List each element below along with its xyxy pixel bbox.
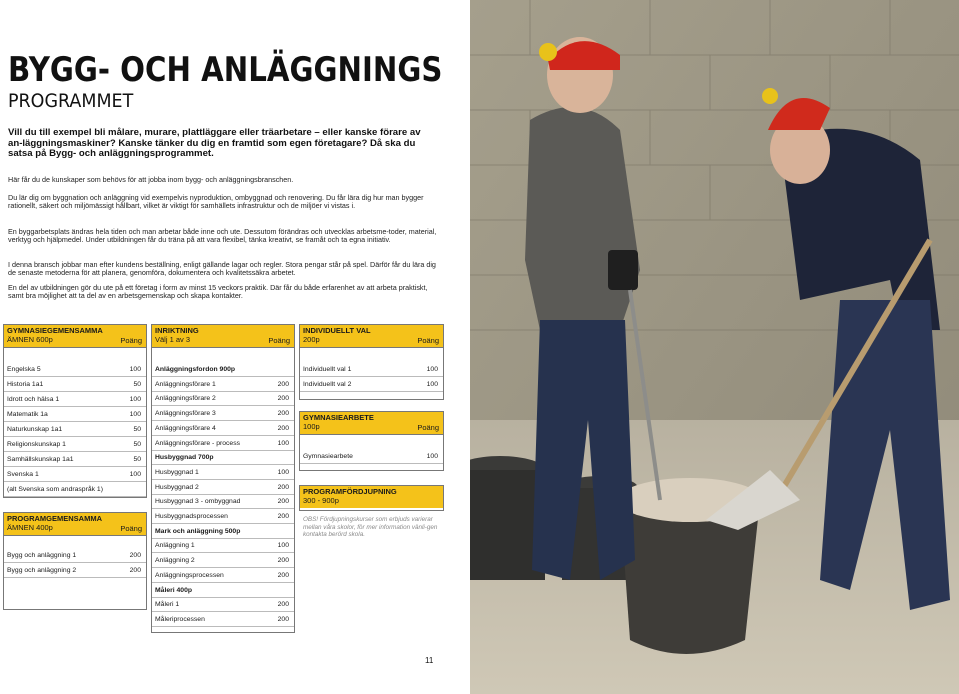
row-divider	[152, 567, 294, 568]
row-divider	[4, 436, 146, 437]
course-name: Anläggningsfordon 900p	[155, 366, 236, 373]
course-points: 100	[426, 453, 438, 460]
course-points: 200	[277, 498, 289, 506]
row-divider	[152, 405, 294, 406]
course-row	[7, 410, 141, 419]
course-points: 100	[129, 471, 141, 478]
course-row	[155, 571, 289, 580]
course-name: Naturkunskap 1a1	[7, 426, 63, 433]
row-divider	[4, 451, 146, 452]
paragraph-4: I denna bransch jobbar man efter kundens beställning, enligt gällande lagar och regler. Stora pengar står på spel. Därför får du lära dig de senaste metoderna för att planera, genomföra, dokumentera och kvalitetssäkra arbetet.	[8, 260, 436, 278]
course-name: Anläggningsförare 3	[155, 410, 216, 418]
course-points: 200	[277, 571, 289, 579]
course-name: Husbyggnad 1	[155, 468, 199, 476]
page-subtitle: PROGRAMMET	[8, 90, 134, 112]
course-row	[155, 615, 289, 624]
course-name: Husbyggnad 700p	[155, 454, 214, 462]
course-row	[7, 485, 141, 494]
course-name: Husbyggnad 2	[155, 483, 199, 491]
row-divider	[152, 611, 294, 612]
course-points: 50	[133, 456, 141, 463]
row-divider	[152, 464, 294, 465]
course-name: Anläggningsförare 1	[155, 380, 216, 388]
obs-note: OBS! Fördjupningskurser som erbjuds varierar mellan våra skolor, för mer information vänli-gen kontakta berörd skola.	[303, 516, 438, 538]
box-subheading: 100p	[303, 422, 320, 431]
course-row	[7, 551, 141, 560]
row-divider	[300, 391, 443, 392]
row-divider	[152, 523, 294, 524]
course-row	[7, 395, 141, 404]
row-divider	[4, 562, 146, 563]
course-name: Individuellt val 2	[303, 381, 352, 388]
course-row	[7, 425, 141, 434]
course-name: Idrott och hälsa 1	[7, 396, 60, 403]
course-name: Individuellt val 1	[303, 366, 352, 373]
photo-workers-mixing-mortar	[470, 0, 959, 694]
course-row	[7, 440, 141, 449]
box-poang-label: Poäng	[417, 336, 439, 345]
programfordjupning-box	[299, 485, 444, 511]
course-row	[155, 512, 289, 521]
course-name: Anläggningsförare 2	[155, 395, 216, 403]
row-divider	[152, 450, 294, 451]
course-points: 50	[133, 426, 141, 433]
course-name: Bygg och anläggning 1	[7, 552, 77, 559]
box-subheading: Välj 1 av 3	[155, 335, 191, 344]
course-row	[155, 483, 289, 492]
course-points: 100	[426, 381, 438, 388]
individuellt-val-box	[299, 324, 444, 400]
inriktning-box	[151, 324, 295, 633]
course-row	[155, 380, 289, 389]
course-points: 100	[277, 439, 289, 447]
course-name: Samhällskunskap 1a1	[7, 456, 74, 463]
box-subheading: ÄMNEN 400p	[7, 523, 53, 532]
paragraph-5: En del av utbildningen gör du ute på ett företag i form av minst 15 veckors praktik. Där får du både erfarenhet av att arbeta praktiskt, samt bra möjlighet att ta del av en arbetsgemenskap och skapa kontakter.	[8, 283, 428, 301]
row-divider	[152, 494, 294, 495]
course-row	[155, 394, 289, 403]
course-points: 200	[277, 410, 289, 418]
row-divider	[152, 552, 294, 553]
course-row	[155, 453, 289, 462]
course-points: 50	[133, 381, 141, 388]
box-header	[152, 325, 294, 348]
course-points: 100	[129, 396, 141, 403]
box-heading: PROGRAMGEMENSAMMA	[7, 514, 102, 523]
box-poang-label: Poäng	[417, 423, 439, 432]
row-divider	[300, 463, 443, 464]
course-row	[7, 380, 141, 389]
box-header	[300, 486, 443, 508]
course-row	[155, 365, 289, 374]
course-row	[155, 600, 289, 609]
course-name: Husbyggnadsprocessen	[155, 513, 228, 520]
course-points: 200	[277, 615, 289, 623]
row-divider	[152, 626, 294, 627]
course-row	[155, 497, 289, 506]
course-points: 100	[426, 366, 438, 373]
course-points: 200	[277, 380, 289, 388]
course-row	[7, 365, 141, 374]
box-header	[4, 325, 146, 348]
course-points: 50	[133, 441, 141, 448]
row-divider	[4, 496, 146, 497]
course-name: (alt Svenska som andraspråk 1)	[7, 486, 103, 493]
box-poang-label: Poäng	[268, 336, 290, 345]
row-divider	[152, 420, 294, 421]
course-name: Mark och anläggning 500p	[155, 527, 241, 535]
box-header	[4, 513, 146, 536]
paragraph-2: Du lär dig om byggnation och anläggning vid exempelvis nyproduktion, ombyggnad och renovering. Du får lära dig hur man bygger rationellt, säkert och miljömässigt hållbart, vilket är viktigt för samhällets infrastruktur och de miljöer vi vistas i.	[8, 193, 424, 211]
course-points: 100	[129, 411, 141, 418]
course-name: Anläggningsförare - process	[155, 439, 241, 447]
course-row	[155, 424, 289, 433]
box-poang-label: Poäng	[120, 336, 142, 345]
course-row	[303, 452, 438, 461]
course-row	[303, 365, 438, 374]
course-name: Engelska 5	[7, 366, 41, 373]
lead-paragraph: Vill du till exempel bli målare, murare, plattläggare eller träarbetare – eller kanske förare av an-läggningsmaskiner? Kanske tänker du dig en framtid som egen företagare? Då ska du satsa på Bygg- och anläggningsprogrammet.	[8, 127, 421, 160]
course-points: 200	[129, 567, 141, 574]
row-divider	[152, 582, 294, 583]
course-name: Anläggning 2	[155, 557, 195, 565]
course-name: Matematik 1a	[7, 411, 48, 418]
box-header	[300, 412, 443, 435]
row-divider	[152, 435, 294, 436]
row-divider	[300, 376, 443, 377]
course-row	[303, 380, 438, 389]
row-divider	[4, 391, 146, 392]
row-divider	[152, 479, 294, 480]
box-subheading: 200p	[303, 335, 320, 344]
course-row	[155, 439, 289, 448]
course-name: Måleri 400p	[155, 586, 193, 594]
course-row	[155, 527, 289, 536]
course-name: Anläggning 1	[155, 542, 195, 550]
course-row	[155, 586, 289, 595]
course-points: 200	[129, 552, 141, 559]
course-row	[7, 455, 141, 464]
course-points: 100	[277, 542, 289, 550]
box-heading: PROGRAMFÖRDJUPNING	[303, 487, 397, 496]
course-row	[155, 541, 289, 550]
row-divider	[4, 421, 146, 422]
box-heading: GYMNASIEGEMENSAMMA	[7, 326, 103, 335]
gymnasiegemensamma-box	[3, 324, 147, 498]
course-row	[155, 409, 289, 418]
course-points: 200	[277, 557, 289, 565]
course-name: Svenska 1	[7, 471, 39, 478]
row-divider	[4, 406, 146, 407]
brochure-page	[0, 0, 470, 694]
course-points: 200	[277, 483, 289, 491]
box-poang-label: Poäng	[120, 524, 142, 533]
course-points: 200	[277, 395, 289, 403]
box-heading: INRIKTNING	[155, 326, 199, 335]
box-subheading: ÄMNEN 600p	[7, 335, 53, 344]
page-title: BYGG- OCH ANLÄGGNINGS	[8, 50, 443, 90]
page-number: 11	[425, 656, 434, 665]
course-row	[7, 470, 141, 479]
course-name: Anläggningsprocessen	[155, 571, 224, 579]
course-row	[155, 556, 289, 565]
gymnasiearbete-box	[299, 411, 444, 471]
workers-photo-illustration	[470, 0, 959, 694]
row-divider	[152, 391, 294, 392]
row-divider	[4, 481, 146, 482]
course-name: Gymnasiearbete	[303, 453, 353, 460]
row-divider	[152, 597, 294, 598]
row-divider	[152, 538, 294, 539]
box-subheading: 300 - 900p	[303, 496, 339, 505]
course-name: Måleriprocessen	[155, 615, 205, 623]
course-points: 100	[129, 366, 141, 373]
course-name: Bygg och anläggning 2	[7, 567, 77, 574]
course-row	[155, 468, 289, 477]
row-divider	[152, 508, 294, 509]
course-points: 200	[277, 601, 289, 609]
row-divider	[4, 577, 146, 578]
course-name: Måleri 1	[155, 601, 180, 609]
course-name: Historia 1a1	[7, 381, 44, 388]
row-divider	[4, 376, 146, 377]
course-points: 100	[277, 468, 289, 476]
course-name: Religionskunskap 1	[7, 441, 66, 448]
paragraph-1: Här får du de kunskaper som behövs för att jobba inom bygg- och anläggningsbranschen.	[8, 175, 294, 184]
box-header	[300, 325, 443, 348]
drill-mixer	[608, 250, 638, 290]
box-heading: INDIVIDUELLT VAL	[303, 326, 371, 335]
course-name: Husbyggnad 3 - ombyggnad	[155, 498, 241, 506]
course-points: 200	[277, 424, 289, 432]
row-divider	[152, 376, 294, 377]
course-points: 200	[277, 513, 289, 520]
course-row	[7, 566, 141, 575]
course-name: Anläggningsförare 4	[155, 424, 216, 432]
programgemensamma-box	[3, 512, 147, 610]
row-divider	[4, 466, 146, 467]
box-heading: GYMNASIEARBETE	[303, 413, 374, 422]
paragraph-3: En byggarbetsplats ändras hela tiden och man arbetar både inne och ute. Dessutom förändras och utvecklas arbetsme-toder, material, verktyg och hjälpmedel. Under utbildningen får du träna på att vara flexibel, tänka kreativt, se framåt och ta egna initiativ.	[8, 227, 437, 245]
